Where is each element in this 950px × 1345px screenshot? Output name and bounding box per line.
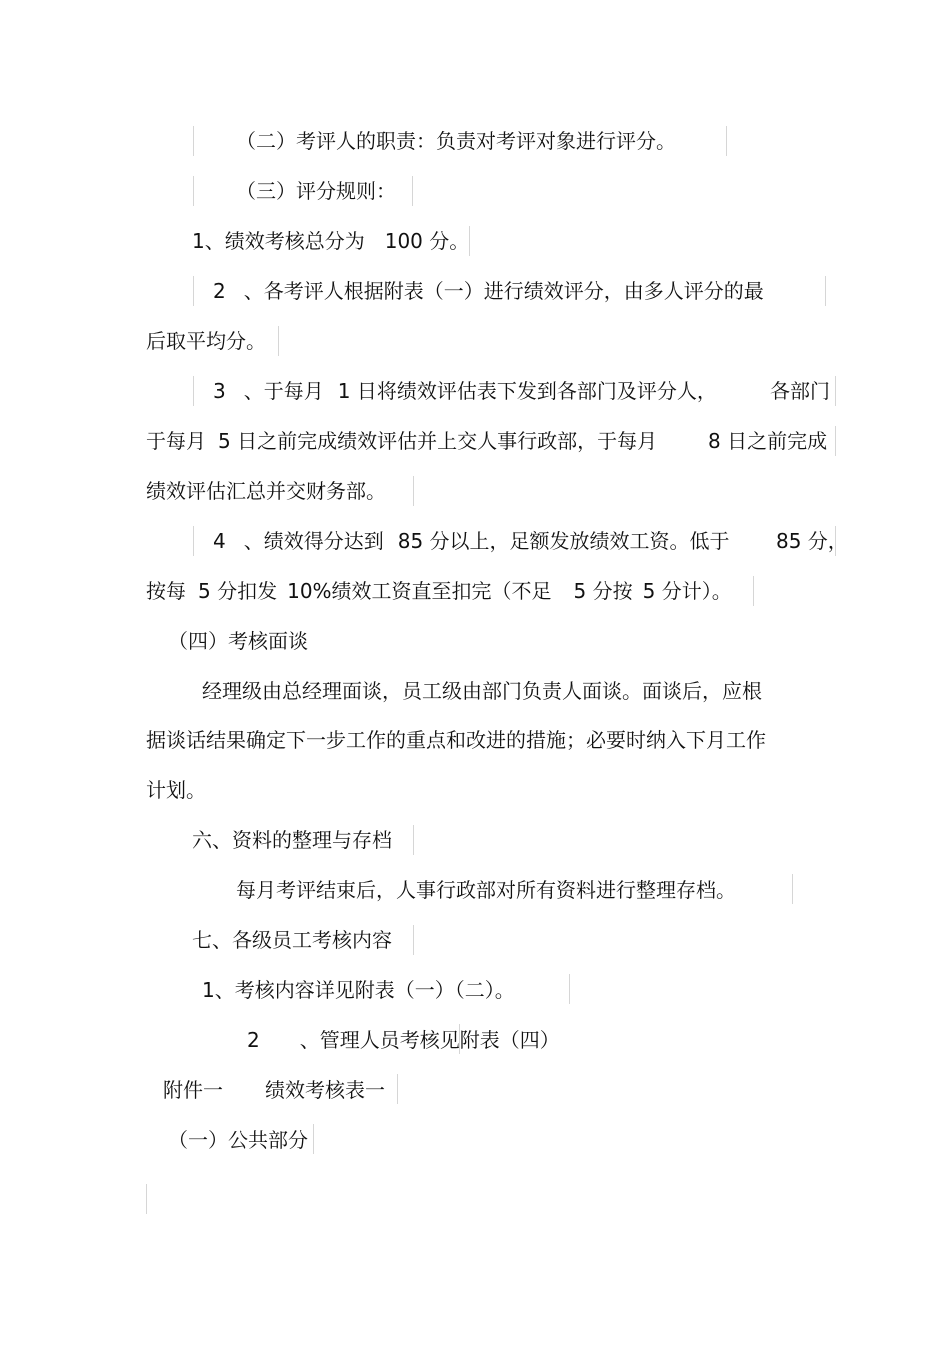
- text-segment: 按每: [146, 579, 186, 603]
- section-heading-archiving: 六、资料的整理与存档: [192, 828, 392, 852]
- section-heading-assessment-content: 七、各级员工考核内容: [192, 928, 392, 952]
- scan-bar: [825, 276, 826, 306]
- scan-bar: [278, 326, 279, 356]
- content-item-1: 1、考核内容详见附表（一）（二）。: [202, 978, 515, 1002]
- text-segment: 5 分计）。: [642, 579, 732, 603]
- section-heading-scoring-rules: （三）评分规则：: [236, 179, 396, 203]
- scan-bar: [413, 825, 414, 855]
- scan-bar: [412, 176, 413, 206]
- rule-3-continuation-1: [146, 428, 657, 454]
- text-segment: 、绩效得分达到: [243, 529, 384, 553]
- text-segment: 、各考评人根据附表（一）进行绩效评分，由多人评分的最: [243, 279, 764, 303]
- scan-bar: [397, 1074, 398, 1104]
- subsection-heading-public: （一）公共部分: [168, 1128, 308, 1152]
- scan-bar: [193, 376, 194, 406]
- text-segment: 85 分以上，足额发放绩效工资。低于: [397, 529, 730, 553]
- rule-number: 3: [213, 379, 226, 403]
- text-segment: 、管理人员考核见附表（四）: [299, 1028, 560, 1052]
- rule-3-date-8: 8 日之前完成: [708, 429, 828, 453]
- scan-bar: [193, 126, 194, 156]
- rule-3-departments: 各部门: [770, 379, 830, 403]
- scan-bar: [193, 526, 194, 556]
- scan-bar: [569, 974, 570, 1004]
- text-segment: 1、绩效考核总分为: [192, 229, 365, 253]
- rule-number: 2: [213, 279, 226, 303]
- scan-bar: [193, 276, 194, 306]
- rule-2-continuation: 后取平均分。: [146, 329, 266, 353]
- item-number: 2: [247, 1028, 260, 1052]
- scan-bar: [313, 1124, 314, 1154]
- interview-paragraph-line-3: 计划。: [146, 778, 206, 802]
- scan-bar: [193, 176, 194, 206]
- interview-paragraph-line-1: 经理级由总经理面谈，员工级由部门负责人面谈。面谈后，应根: [202, 679, 762, 703]
- rule-3-continuation-2: 绩效评估汇总并交财务部。: [146, 479, 386, 503]
- rule-4-continuation: [146, 578, 732, 604]
- rule-2-line: [213, 278, 764, 304]
- rule-number: 4: [213, 529, 226, 553]
- text-segment: 于每月: [146, 429, 206, 453]
- text-segment: 100 分。: [384, 229, 470, 253]
- scan-bar: [726, 126, 727, 156]
- scan-bar: [753, 576, 754, 606]
- scan-bar: [146, 1184, 147, 1214]
- text-segment: 5 分按: [573, 579, 633, 603]
- content-item-2: [247, 1027, 560, 1053]
- rule-3-line: [213, 378, 717, 404]
- rule-4-threshold: 85 分，: [776, 529, 848, 553]
- rule-4-line: [213, 528, 730, 554]
- text-segment: 5 日之前完成绩效评估并上交人事行政部，于每月: [218, 429, 658, 453]
- attachment-name: 绩效考核表一: [265, 1078, 385, 1102]
- attachment-label: 附件一: [163, 1078, 223, 1102]
- section-heading-interview: （四）考核面谈: [168, 629, 308, 653]
- text-segment: 5 分扣发: [198, 579, 278, 603]
- archiving-paragraph: 每月考评结束后，人事行政部对所有资料进行整理存档。: [236, 878, 736, 902]
- rule-1-line: [192, 228, 469, 254]
- section-heading-evaluator-duties: （二）考评人的职责：负责对考评对象进行评分。: [236, 129, 676, 153]
- text-segment: 1 日将绩效评估表下发到各部门及评分人，: [337, 379, 717, 403]
- scan-bar: [413, 476, 414, 506]
- scan-bar: [413, 925, 414, 955]
- text-segment: 10%绩效工资直至扣完（不足: [287, 579, 552, 603]
- scan-bar: [792, 874, 793, 904]
- text-segment: 、于每月: [243, 379, 324, 403]
- attachment-title: [163, 1077, 385, 1103]
- interview-paragraph-line-2: 据谈话结果确定下一步工作的重点和改进的措施；必要时纳入下月工作: [146, 728, 766, 752]
- scan-bar: [835, 426, 836, 456]
- scan-bar: [835, 376, 836, 406]
